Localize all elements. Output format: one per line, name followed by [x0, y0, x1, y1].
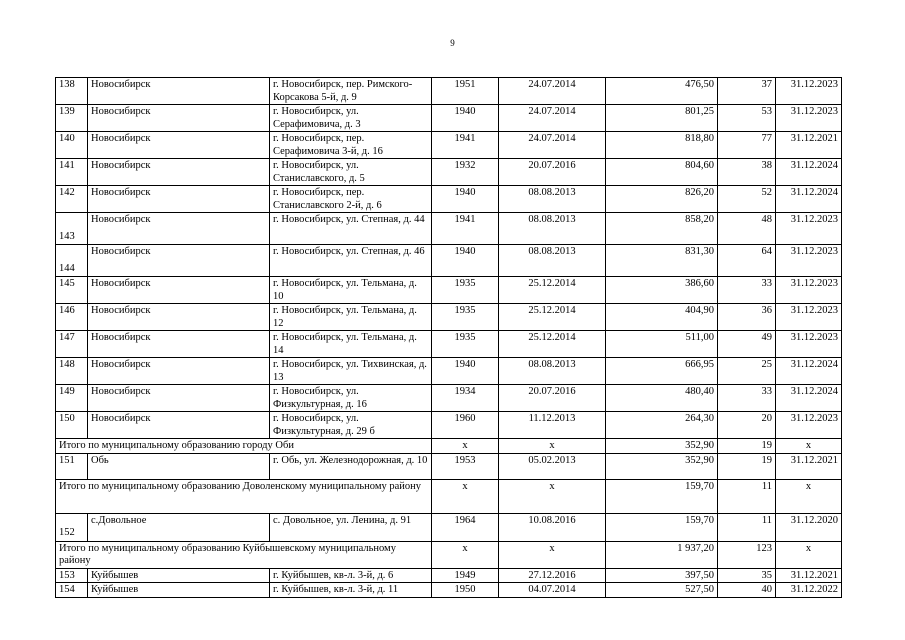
deadline-cell: x	[776, 541, 842, 568]
municipality-cell: Новосибирск	[88, 358, 270, 385]
address-cell: г. Куйбышев, кв-л. 3-й, д. 11	[270, 583, 432, 598]
year-cell: 1935	[432, 304, 499, 331]
total-row	[56, 439, 842, 454]
year-cell: 1951	[432, 78, 499, 105]
table-row	[56, 304, 842, 331]
municipality-cell: Новосибирск	[88, 105, 270, 132]
address-cell: г. Куйбышев, кв-л. 3-й, д. 6	[270, 568, 432, 583]
table-row	[56, 105, 842, 132]
count-cell: 36	[718, 304, 776, 331]
count-cell: 33	[718, 277, 776, 304]
table-row	[56, 78, 842, 105]
address-cell: г. Новосибирск, ул. Тихвинская, д. 13	[270, 358, 432, 385]
deadline-cell: 31.12.2022	[776, 583, 842, 598]
count-cell: 19	[718, 439, 776, 454]
address-cell: г. Новосибирск, пер. Серафимовича 3-й, д. 16	[270, 132, 432, 159]
year-cell: 1950	[432, 583, 499, 598]
date-cell: 24.07.2014	[499, 78, 606, 105]
row-number: 138	[56, 78, 88, 105]
address-cell: г. Обь, ул. Железнодорожная, д. 10	[270, 453, 432, 479]
address-cell: г. Новосибирск, пер. Римского-Корсакова 5-й, д. 9	[270, 78, 432, 105]
date-cell: 20.07.2016	[499, 385, 606, 412]
total-row	[56, 479, 842, 513]
year-cell: 1934	[432, 385, 499, 412]
date-cell: 08.08.2013	[499, 186, 606, 213]
area-cell: 831,30	[606, 245, 718, 277]
count-cell: 40	[718, 583, 776, 598]
count-cell: 35	[718, 568, 776, 583]
housing-registry-table	[55, 77, 842, 598]
total-row	[56, 541, 842, 568]
total-label: Итого по муниципальному образованию Доволенскому муниципальному району	[56, 479, 432, 513]
deadline-cell: 31.12.2023	[776, 213, 842, 245]
count-cell: 11	[718, 513, 776, 541]
year-cell: x	[432, 439, 499, 454]
area-cell: 352,90	[606, 439, 718, 454]
area-cell: 476,50	[606, 78, 718, 105]
deadline-cell: 31.12.2023	[776, 78, 842, 105]
address-cell: г. Новосибирск, ул. Станиславского, д. 5	[270, 159, 432, 186]
row-number: 142	[56, 186, 88, 213]
table-row	[56, 213, 842, 245]
date-cell: 11.12.2013	[499, 412, 606, 439]
area-cell: 404,90	[606, 304, 718, 331]
row-number: 145	[56, 277, 88, 304]
row-number: 140	[56, 132, 88, 159]
municipality-cell: Новосибирск	[88, 412, 270, 439]
row-number: 154	[56, 583, 88, 598]
table-row	[56, 277, 842, 304]
area-cell: 511,00	[606, 331, 718, 358]
address-cell: г. Новосибирск, ул. Серафимовича, д. 3	[270, 105, 432, 132]
count-cell: 49	[718, 331, 776, 358]
area-cell: 397,50	[606, 568, 718, 583]
area-cell: 826,20	[606, 186, 718, 213]
date-cell: 04.07.2014	[499, 583, 606, 598]
area-cell: 527,50	[606, 583, 718, 598]
date-cell: 24.07.2014	[499, 105, 606, 132]
count-cell: 53	[718, 105, 776, 132]
table-row	[56, 583, 842, 598]
date-cell: 25.12.2014	[499, 277, 606, 304]
count-cell: 38	[718, 159, 776, 186]
date-cell: 25.12.2014	[499, 331, 606, 358]
address-cell: г. Новосибирск, ул. Степная, д. 46	[270, 245, 432, 277]
table-row	[56, 186, 842, 213]
year-cell: x	[432, 479, 499, 513]
deadline-cell: 31.12.2023	[776, 304, 842, 331]
row-number: 153	[56, 568, 88, 583]
deadline-cell: 31.12.2024	[776, 385, 842, 412]
row-number: 152	[56, 513, 88, 541]
date-cell: 25.12.2014	[499, 304, 606, 331]
date-cell: 24.07.2014	[499, 132, 606, 159]
year-cell: 1940	[432, 245, 499, 277]
date-cell: 27.12.2016	[499, 568, 606, 583]
deadline-cell: 31.12.2021	[776, 453, 842, 479]
row-number: 139	[56, 105, 88, 132]
year-cell: 1949	[432, 568, 499, 583]
row-number: 151	[56, 453, 88, 479]
table-row	[56, 412, 842, 439]
year-cell: 1941	[432, 213, 499, 245]
row-number: 141	[56, 159, 88, 186]
municipality-cell: Новосибирск	[88, 159, 270, 186]
table-row	[56, 513, 842, 541]
address-cell: г. Новосибирск, ул. Тельмана, д. 14	[270, 331, 432, 358]
address-cell: г. Новосибирск, ул. Тельмана, д. 12	[270, 304, 432, 331]
area-cell: 1 937,20	[606, 541, 718, 568]
municipality-cell: Новосибирск	[88, 132, 270, 159]
year-cell: 1940	[432, 186, 499, 213]
deadline-cell: 31.12.2023	[776, 245, 842, 277]
count-cell: 37	[718, 78, 776, 105]
municipality-cell: с.Довольное	[88, 513, 270, 541]
deadline-cell: 31.12.2023	[776, 412, 842, 439]
area-cell: 858,20	[606, 213, 718, 245]
total-label: Итого по муниципальному образованию Куйбышевскому муниципальному району	[56, 541, 432, 568]
table-row	[56, 358, 842, 385]
count-cell: 25	[718, 358, 776, 385]
year-cell: 1940	[432, 105, 499, 132]
address-cell: г. Новосибирск, ул. Физкультурная, д. 16	[270, 385, 432, 412]
address-cell: г. Новосибирск, ул. Тельмана, д. 10	[270, 277, 432, 304]
count-cell: 19	[718, 453, 776, 479]
row-number: 144	[56, 245, 88, 277]
deadline-cell: 31.12.2024	[776, 186, 842, 213]
municipality-cell: Куйбышев	[88, 568, 270, 583]
deadline-cell: 31.12.2021	[776, 568, 842, 583]
date-cell: 08.08.2013	[499, 213, 606, 245]
table-row	[56, 453, 842, 479]
year-cell: 1964	[432, 513, 499, 541]
year-cell: 1960	[432, 412, 499, 439]
municipality-cell: Новосибирск	[88, 245, 270, 277]
count-cell: 77	[718, 132, 776, 159]
area-cell: 159,70	[606, 479, 718, 513]
year-cell: x	[432, 541, 499, 568]
deadline-cell: 31.12.2023	[776, 277, 842, 304]
date-cell: 10.08.2016	[499, 513, 606, 541]
municipality-cell: Новосибирск	[88, 186, 270, 213]
table-row	[56, 132, 842, 159]
count-cell: 123	[718, 541, 776, 568]
date-cell: 20.07.2016	[499, 159, 606, 186]
year-cell: 1953	[432, 453, 499, 479]
count-cell: 20	[718, 412, 776, 439]
count-cell: 33	[718, 385, 776, 412]
deadline-cell: 31.12.2023	[776, 105, 842, 132]
year-cell: 1941	[432, 132, 499, 159]
year-cell: 1935	[432, 331, 499, 358]
address-cell: с. Довольное, ул. Ленина, д. 91	[270, 513, 432, 541]
deadline-cell: 31.12.2020	[776, 513, 842, 541]
area-cell: 386,60	[606, 277, 718, 304]
municipality-cell: Новосибирск	[88, 213, 270, 245]
date-cell: 08.08.2013	[499, 358, 606, 385]
table-row	[56, 245, 842, 277]
deadline-cell: 31.12.2024	[776, 159, 842, 186]
area-cell: 666,95	[606, 358, 718, 385]
count-cell: 64	[718, 245, 776, 277]
area-cell: 159,70	[606, 513, 718, 541]
row-number: 146	[56, 304, 88, 331]
area-cell: 480,40	[606, 385, 718, 412]
municipality-cell: Новосибирск	[88, 385, 270, 412]
total-label: Итого по муниципальному образованию городу Оби	[56, 439, 432, 454]
year-cell: 1940	[432, 358, 499, 385]
year-cell: 1935	[432, 277, 499, 304]
row-number: 148	[56, 358, 88, 385]
municipality-cell: Новосибирск	[88, 331, 270, 358]
area-cell: 352,90	[606, 453, 718, 479]
table-row	[56, 385, 842, 412]
date-cell: x	[499, 541, 606, 568]
deadline-cell: x	[776, 439, 842, 454]
count-cell: 11	[718, 479, 776, 513]
municipality-cell: Новосибирск	[88, 277, 270, 304]
row-number: 147	[56, 331, 88, 358]
date-cell: x	[499, 439, 606, 454]
date-cell: x	[499, 479, 606, 513]
row-number: 143	[56, 213, 88, 245]
municipality-cell: Обь	[88, 453, 270, 479]
area-cell: 264,30	[606, 412, 718, 439]
row-number: 150	[56, 412, 88, 439]
area-cell: 818,80	[606, 132, 718, 159]
municipality-cell: Новосибирск	[88, 304, 270, 331]
count-cell: 52	[718, 186, 776, 213]
year-cell: 1932	[432, 159, 499, 186]
count-cell: 48	[718, 213, 776, 245]
page-number: 9	[450, 38, 455, 48]
table-body	[56, 78, 842, 598]
date-cell: 08.08.2013	[499, 245, 606, 277]
address-cell: г. Новосибирск, пер. Станиславского 2-й, д. 6	[270, 186, 432, 213]
municipality-cell: Куйбышев	[88, 583, 270, 598]
deadline-cell: x	[776, 479, 842, 513]
date-cell: 05.02.2013	[499, 453, 606, 479]
table-row	[56, 568, 842, 583]
table-row	[56, 159, 842, 186]
deadline-cell: 31.12.2021	[776, 132, 842, 159]
table-row	[56, 331, 842, 358]
address-cell: г. Новосибирск, ул. Физкультурная, д. 29 б	[270, 412, 432, 439]
deadline-cell: 31.12.2024	[776, 358, 842, 385]
address-cell: г. Новосибирск, ул. Степная, д. 44	[270, 213, 432, 245]
area-cell: 804,60	[606, 159, 718, 186]
municipality-cell: Новосибирск	[88, 78, 270, 105]
row-number: 149	[56, 385, 88, 412]
area-cell: 801,25	[606, 105, 718, 132]
deadline-cell: 31.12.2023	[776, 331, 842, 358]
